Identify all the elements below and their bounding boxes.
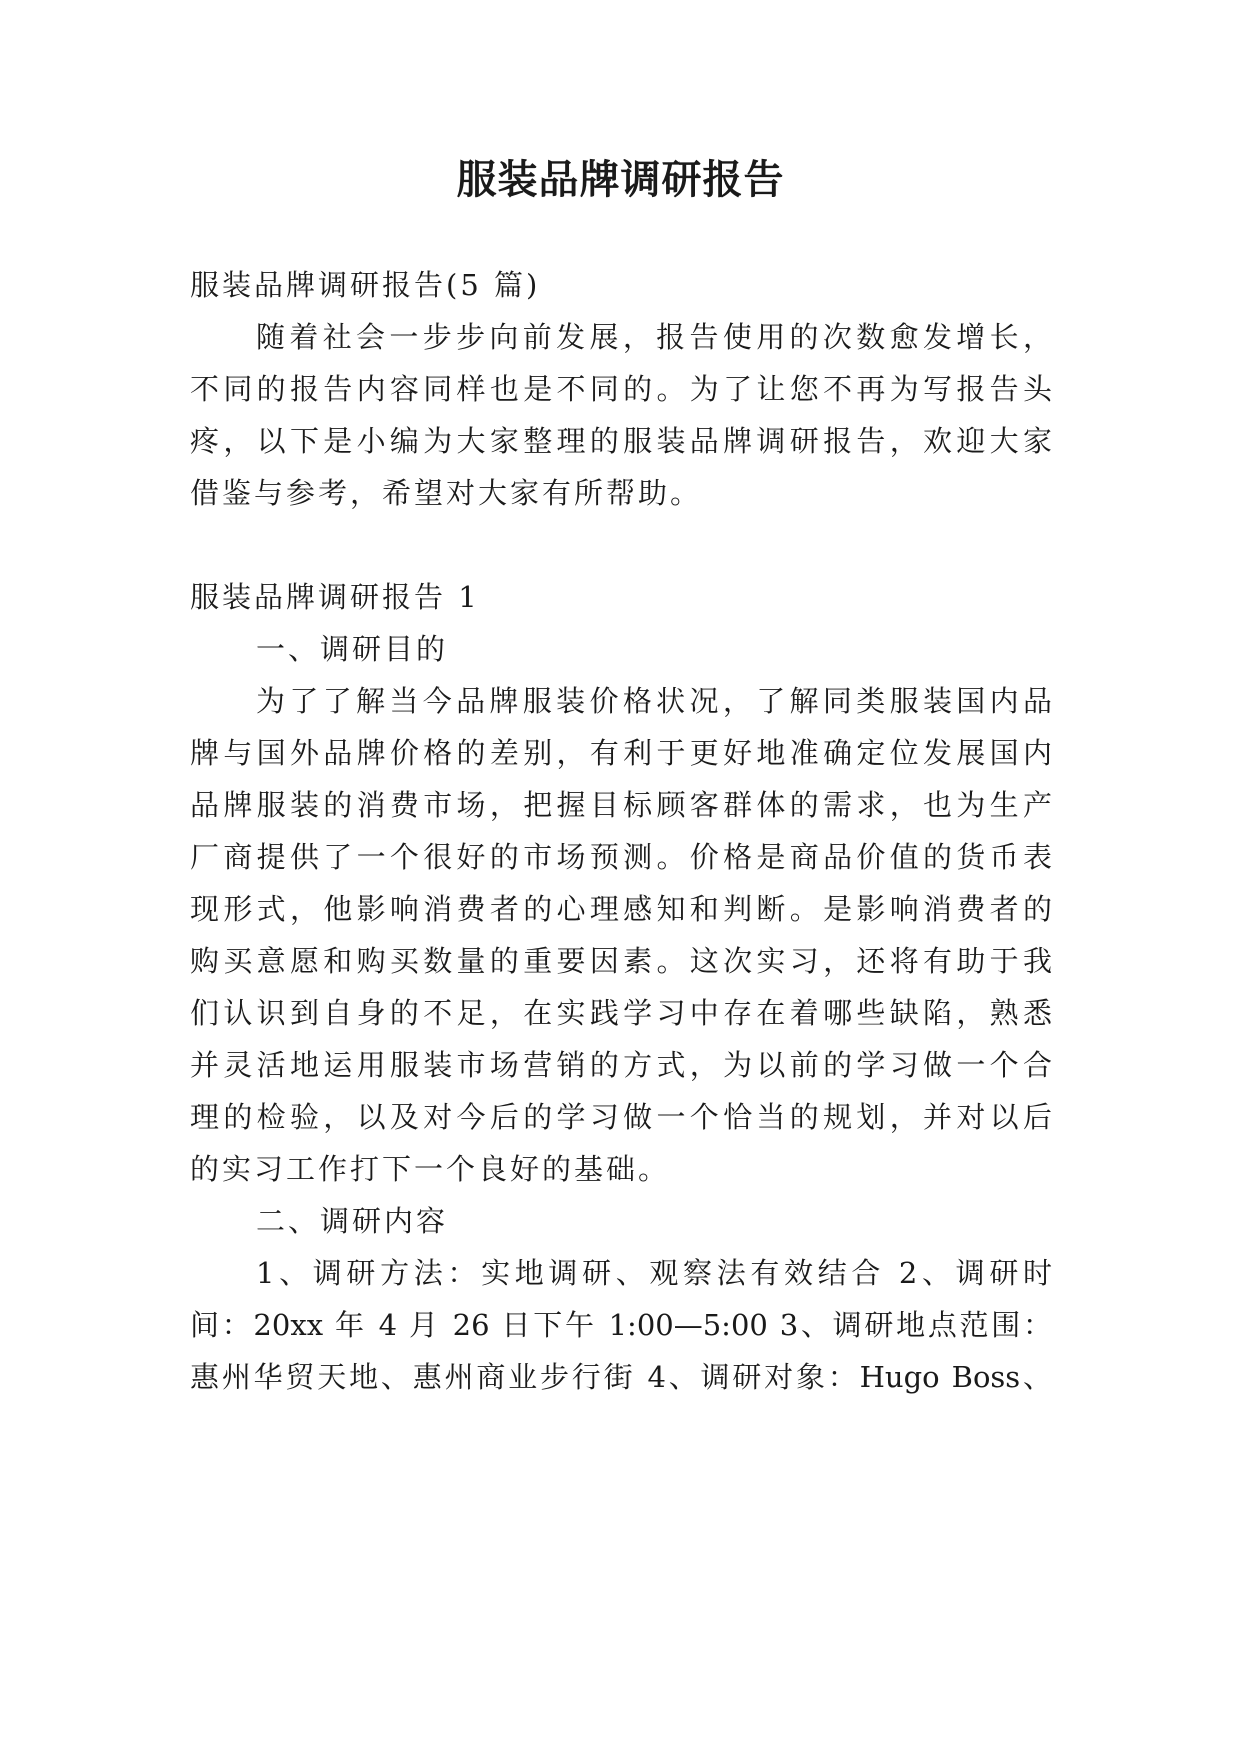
paragraph-line: 理的检验，以及对今后的学习做一个恰当的规划，并对以后 <box>190 1100 1052 1134</box>
paragraph-line: 间：20xx 年 4 月 26 日下午 1:00—5:00 3、调研地点范围： <box>190 1308 1052 1342</box>
paragraph-line: 们认识到自身的不足，在实践学习中存在着哪些缺陷，熟悉 <box>190 996 1052 1030</box>
paragraph-line: 惠州华贸天地、惠州商业步行街 4、调研对象：Hugo Boss、 <box>190 1360 1052 1394</box>
paragraph-line: 为了了解当今品牌服装价格状况，了解同类服装国内品 <box>256 684 1052 718</box>
intro-line: 借鉴与参考，希望对大家有所帮助。 <box>190 476 703 510</box>
section-heading: 服装品牌调研报告 1 <box>190 580 480 614</box>
document-title: 服装品牌调研报告 <box>456 156 785 203</box>
paragraph-line: 品牌服装的消费市场，把握目标顾客群体的需求，也为生产 <box>190 788 1052 822</box>
paragraph-line: 购买意愿和购买数量的重要因素。这次实习，还将有助于我 <box>190 944 1052 978</box>
intro-line: 疼，以下是小编为大家整理的服装品牌调研报告，欢迎大家 <box>190 424 1052 458</box>
paragraph-line: 厂商提供了一个很好的市场预测。价格是商品价值的货币表 <box>190 840 1052 874</box>
paragraph-line: 1、调研方法：实地调研、观察法有效结合 2、调研时 <box>256 1256 1052 1290</box>
paragraph-line: 现形式，他影响消费者的心理感知和判断。是影响消费者的 <box>190 892 1052 926</box>
intro-line: 随着社会一步步向前发展，报告使用的次数愈发增长， <box>256 320 1052 354</box>
paragraph-line: 的实习工作打下一个良好的基础。 <box>190 1152 671 1186</box>
part-heading: 二、调研内容 <box>256 1204 449 1238</box>
intro-line: 不同的报告内容同样也是不同的。为了让您不再为写报告头 <box>190 372 1052 406</box>
document-subtitle: 服装品牌调研报告(5 篇) <box>190 268 541 302</box>
part-heading: 一、调研目的 <box>256 632 449 666</box>
paragraph-line: 并灵活地运用服装市场营销的方式，为以前的学习做一个合 <box>190 1048 1052 1082</box>
paragraph-line: 牌与国外品牌价格的差别，有利于更好地准确定位发展国内 <box>190 736 1052 770</box>
